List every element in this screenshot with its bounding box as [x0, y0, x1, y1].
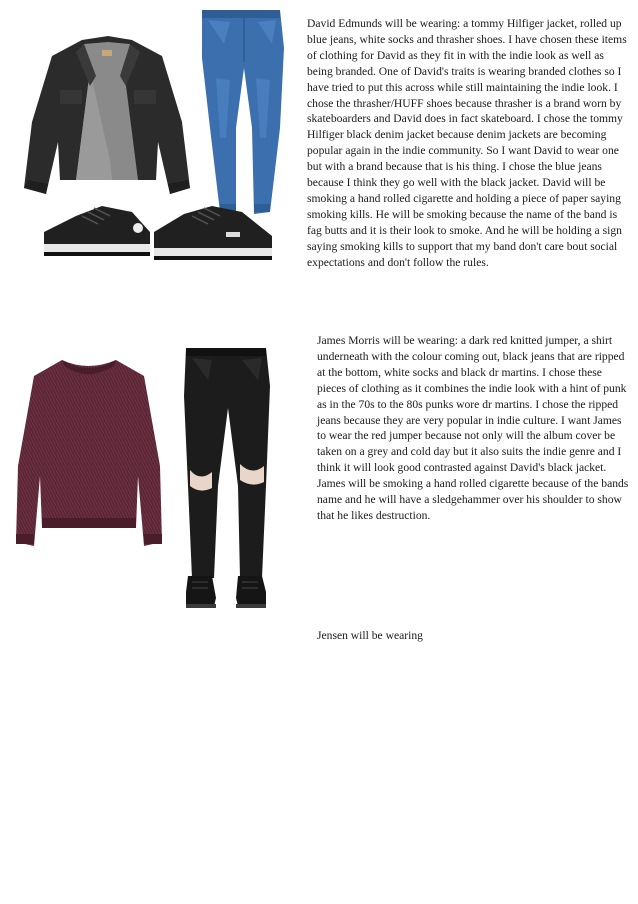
- david-description: David Edmunds will be wearing: a tommy Hilfiger jacket, rolled up blue jeans, white socks and thrasher shoes. I have chosen these items of clothing for David as they fit in with the indie look as well as being branded. One of David's traits is wearing branded clothes so I have tried to put this across while still maintaining the indie look. I chose the thrasher/HUFF shoes because thrasher is a brand worn by skateboarders and David does in fact skateboard. I chose the tommy Hilfiger black denim jacket because denim jackets are becoming popular again in the indie community. So I want David to wear one but with a brand because that is his thing. I chose the blue jeans because I think they go well with the black jacket. David will be smoking a hand rolled cigarette and holding a piece of paper saying smoking kills. He will be smoking because the name of the band is fag butts and it is their look to smoke. And he will be holding a sign saying smoking kills to support that my band don't care bout social expectations and don't follow the rules.: [307, 17, 627, 269]
- black-dr-martens-image: [184, 574, 270, 610]
- dark-red-knitted-jumper-image: [14, 356, 164, 550]
- james-description: James Morris will be wearing: a dark red knitted jumper, a shirt underneath with the colour coming out, black jeans that are ripped at the bottom, white socks and black dr martins. I chose these pieces of clothing as it combines the indie look with a hint of punk as in the 70s to the 80s punks wore dr martins. I chose the ripped jeans because they are very popular in indie culture. I want James to wear the red jumper because not only will the album cover be taken on a grey and cold day but it also suits the indie genre and I think it will look good contrasted against David's black jacket. James will be smoking a hand rolled cigarette because of the bands name and he will have a sledgehammer over his shoulder to show that he likes destruction.: [317, 334, 629, 522]
- black-thrasher-shoes-image: [42, 202, 276, 266]
- ripped-black-jeans-image: [182, 346, 272, 580]
- blue-jeans-image: [196, 8, 292, 222]
- jensen-description: Jensen will be wearing: [317, 629, 423, 642]
- black-denim-jacket-image: [20, 30, 192, 198]
